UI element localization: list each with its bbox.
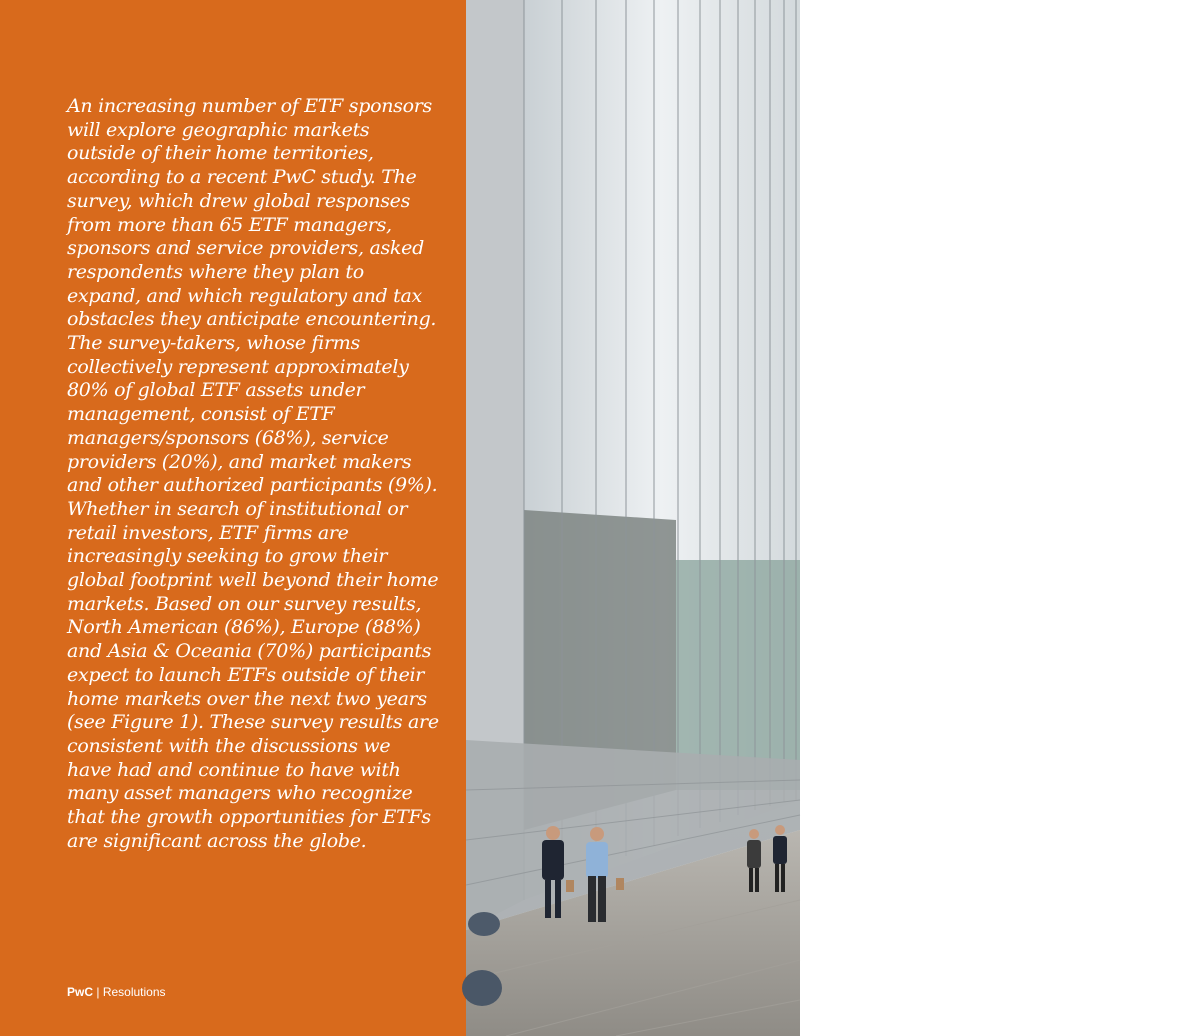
building-photo-illustration: [466, 0, 800, 1036]
footer-section: Resolutions: [102, 985, 166, 999]
footer-brand-line: [67, 985, 166, 999]
building-photo: [466, 0, 1200, 1036]
page-number: 2: [1193, 985, 1200, 999]
footer-separator: |: [93, 985, 103, 999]
footer-brand: PwC: [67, 985, 94, 999]
article-body: An increasing number of ETF sponsors will explore geographic markets outside of their home territories, according to a recent PwC study. The survey, which drew global responses from more than 65 ETF managers, sponsors and service providers, asked respondents where they plan to expand, and which regulatory and tax obstacles they anticipate encountering. The survey-takers, whose firms collectively represent approximately 80% of global ETF assets under management, consist of ETF managers/sponsors (68%), service providers (20%), and market makers and other authorized participants (9%). Whether in search of institutional or retail investors, ETF firms are increasingly seeking to grow their global footprint well beyond their home markets. Based on our survey results, North American (86%), Europe (88%) and Asia & Oceania (70%) participants expect to launch ETFs outside of their home markets over the next two years (see Figure 1). These survey results are consistent with the discussions we have had and continue to have with many asset managers who recognize that the growth opportunities for ETFs are significant across the globe.: [67, 95, 439, 852]
orange-text-panel: [0, 0, 466, 1036]
